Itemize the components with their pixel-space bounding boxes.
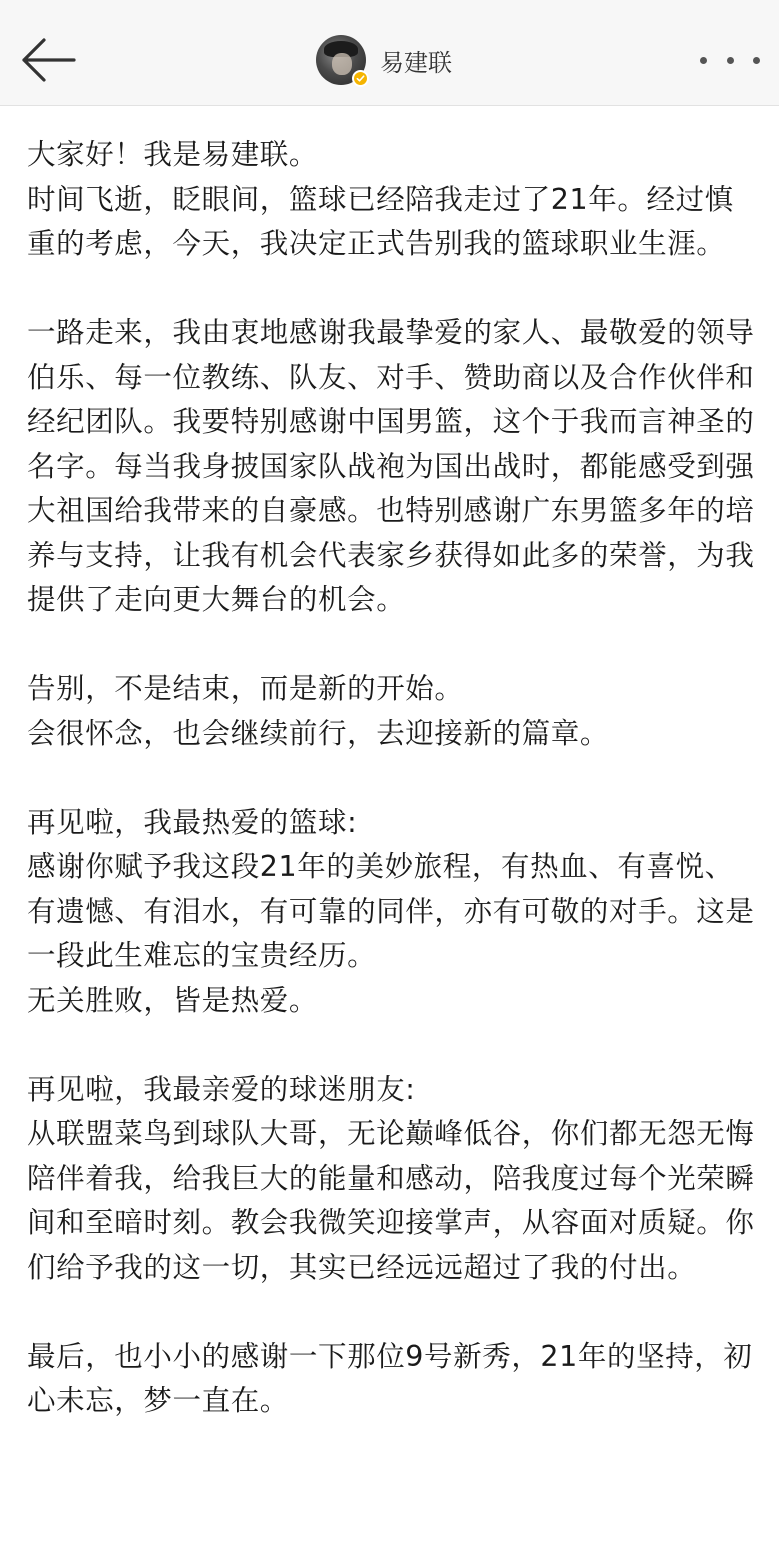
post-paragraph-finally: 最后，也小小的感谢一下那位9号新秀，21年的坚持，初心未忘，梦一直在。 bbox=[27, 1339, 753, 1417]
author-name[interactable]: 易建联 bbox=[380, 48, 452, 77]
post-paragraph-journey: 感谢你赋予我这段21年的美妙旅程，有热血、有喜悦、有遗憾、有泪水，有可靠的同伴，亦有可敬的对手。这是一段此生难忘的宝贵经历。 bbox=[27, 850, 755, 972]
verified-badge-icon bbox=[352, 70, 369, 87]
post-paragraph-announcement: 时间飞逝，眨眼间，篮球已经陪我走过了21年。经过慎重的考虑，今天，我决定正式告别我的篮球职业生涯。 bbox=[27, 182, 734, 260]
more-horizontal-icon bbox=[700, 57, 707, 64]
post-paragraph-thanks: 一路走来，我由衷地感谢我最挚爱的家人、最敬爱的领导伯乐、每一位教练、队友、对手、赞助商以及合作伙伴和经纪团队。我要特别感谢中国男篮，这个于我而言神圣的名字。每当我身披国家队战袍为国出战时，都能感受到强大祖国给我带来的自豪感。也特别感谢广东男篮多年的培养与支持，让我有机会代表家乡获得如此多的荣誉，为我提供了走向更大舞台的机会。 bbox=[27, 316, 755, 616]
post-paragraph-love: 无关胜败，皆是热爱。 bbox=[27, 983, 319, 1017]
avatar[interactable] bbox=[316, 35, 366, 85]
top-nav-bar bbox=[0, 0, 779, 106]
arrow-left-icon bbox=[18, 36, 78, 84]
post-paragraph-farewell: 告别，不是结束，而是新的开始。 bbox=[27, 672, 464, 705]
more-options-button[interactable] bbox=[700, 44, 760, 76]
post-paragraph-fans-thanks: 从联盟菜鸟到球队大哥，无论巅峰低谷，你们都无怨无悔陪伴着我，给我巨大的能量和感动，陪我度过每个光荣瞬间和至暗时刻。教会我微笑迎接掌声，从容面对质疑。你们给予我的这一切，其实已经远远超过了我的付出。 bbox=[27, 1117, 755, 1284]
post-paragraph-new-chapter: 会很怀念，也会继续前行，去迎接新的篇章。 bbox=[27, 716, 610, 750]
back-button[interactable] bbox=[18, 36, 78, 84]
post-paragraph-goodbye-fans: 再见啦，我最亲爱的球迷朋友: bbox=[27, 1072, 416, 1106]
post-paragraph-goodbye-basketball: 再见啦，我最热爱的篮球: bbox=[27, 805, 358, 839]
post-body bbox=[27, 133, 755, 1424]
author-info[interactable] bbox=[316, 34, 452, 86]
post-paragraph-greeting: 大家好！我是易建联。 bbox=[27, 138, 319, 171]
